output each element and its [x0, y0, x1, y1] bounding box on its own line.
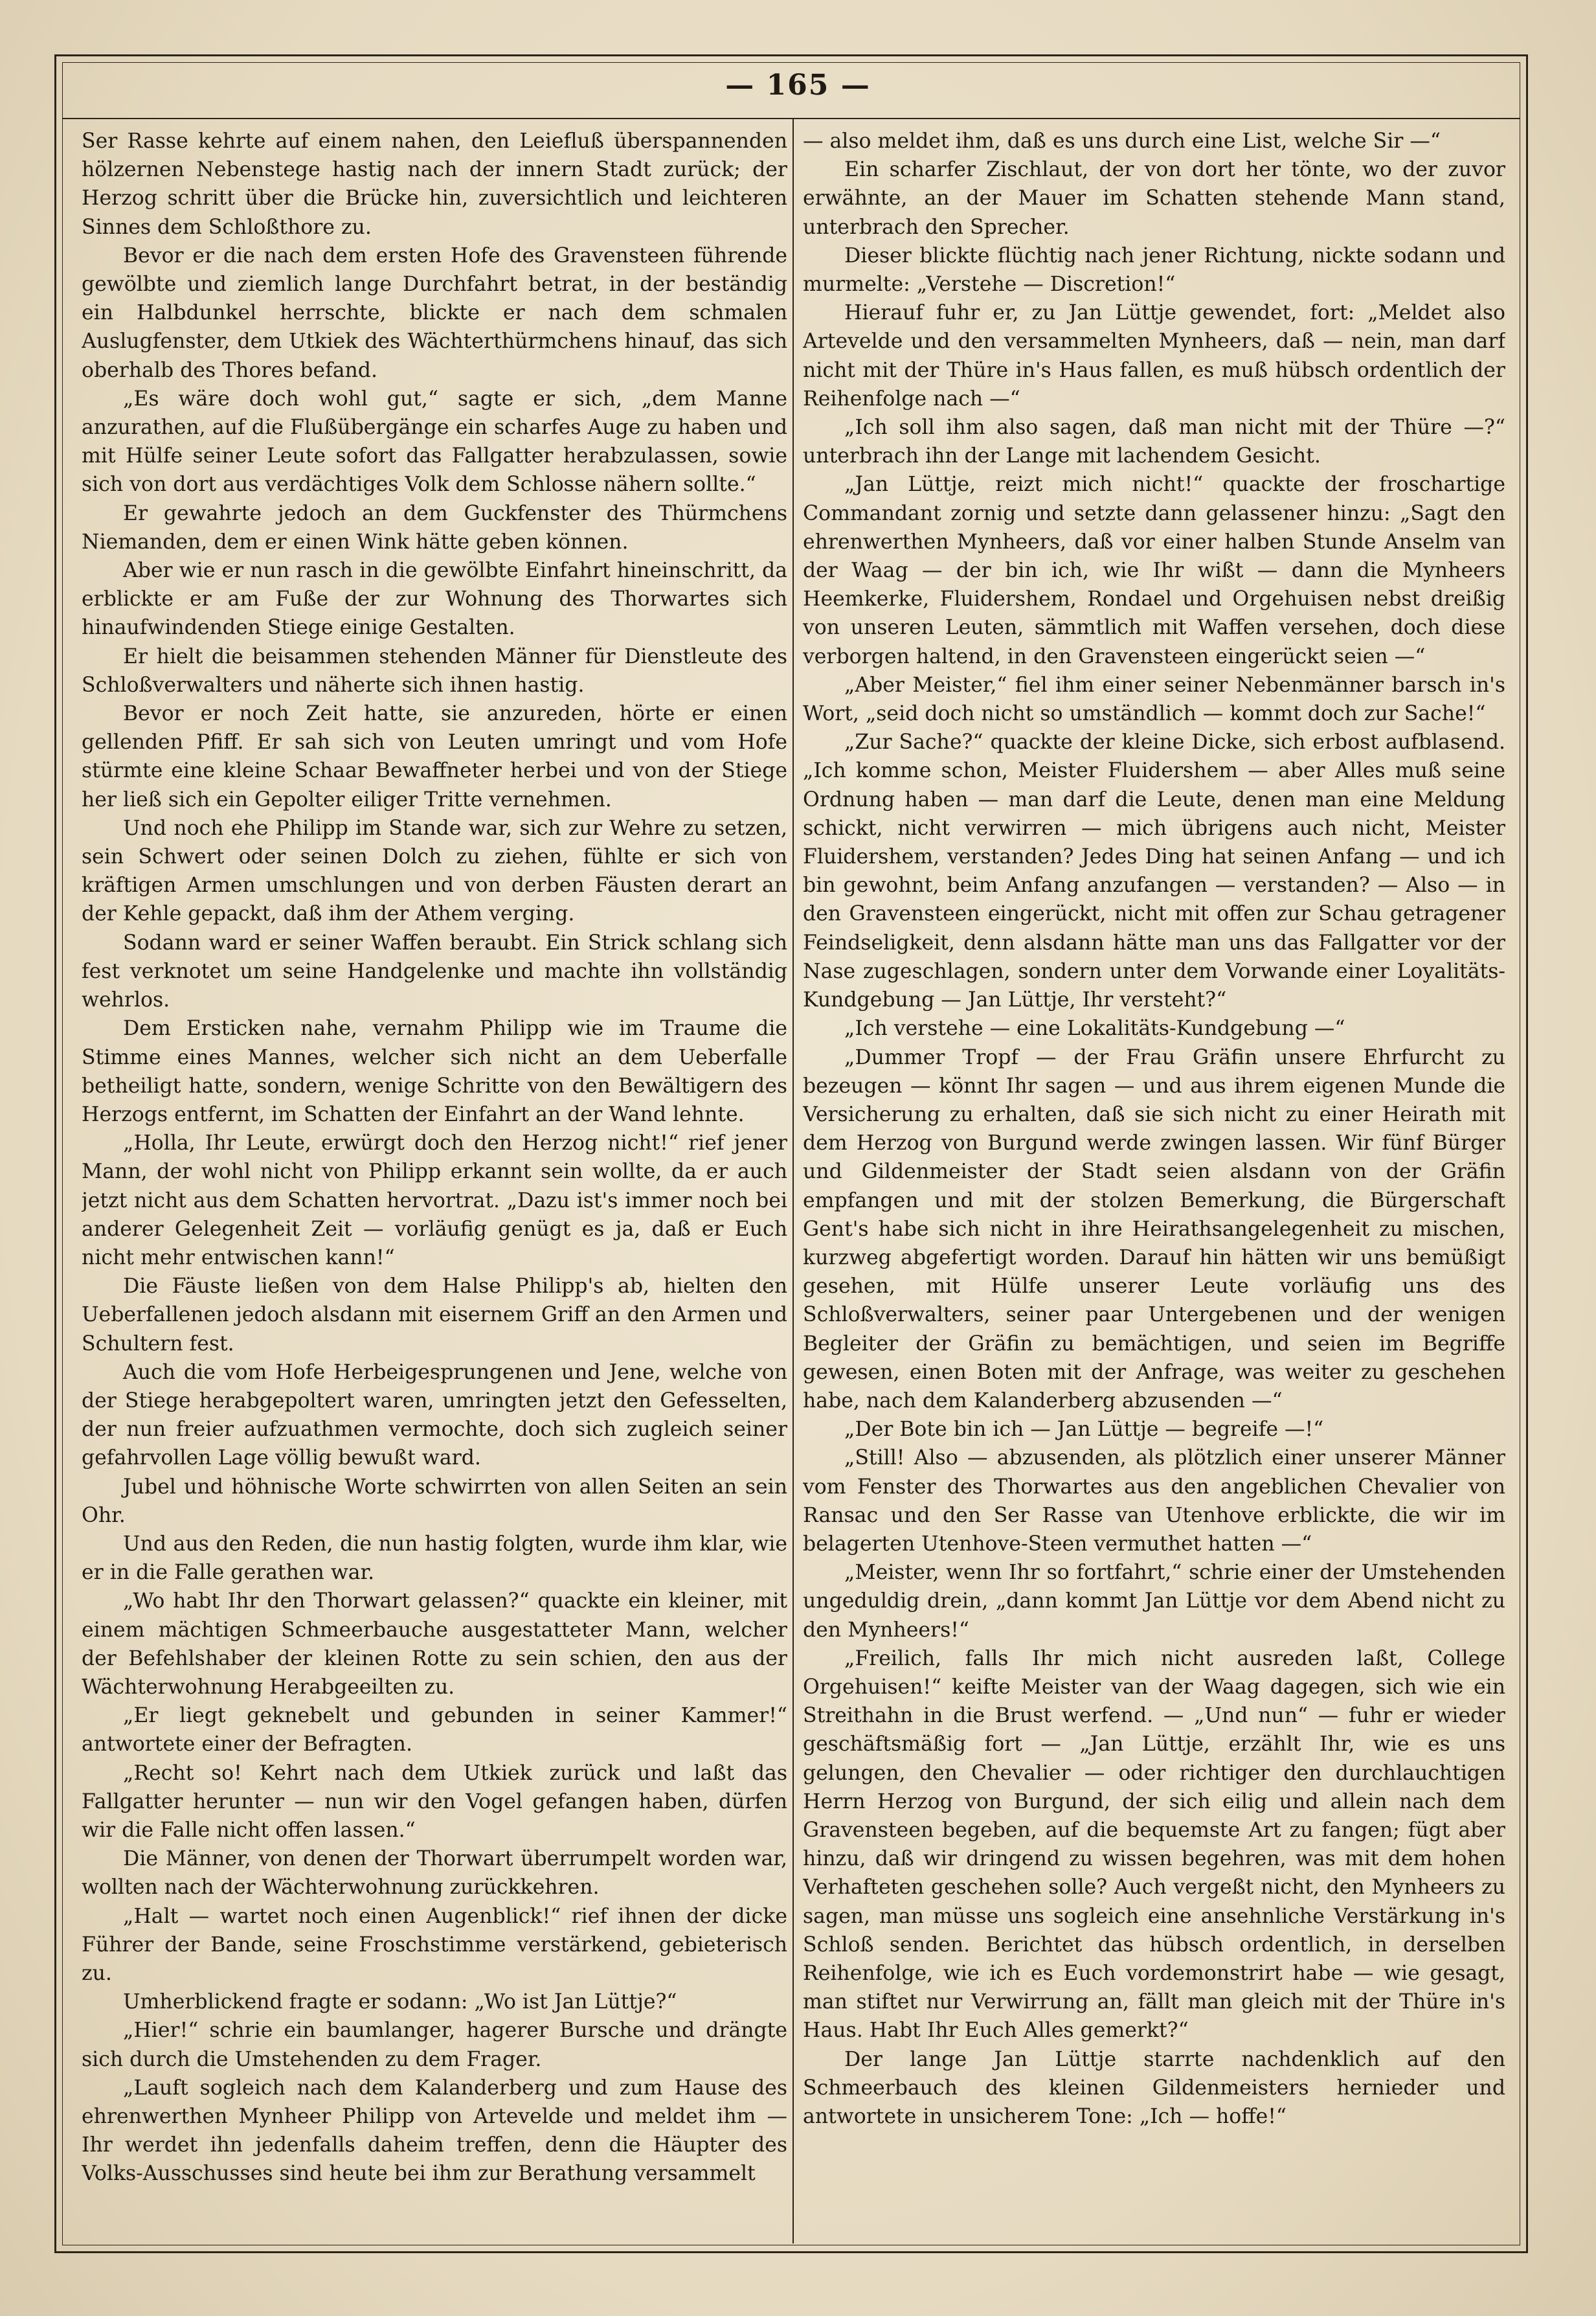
column-divider [792, 119, 794, 2243]
paragraph: „Halt — wartet noch einen Augenblick!“ rief ihnen der dicke Führer der Bande, seine Froschstimme verstärkend, gebieterisch zu. [82, 1904, 787, 1985]
paragraph: „Ich verstehe — eine Lokalitäts-Kundgebung —“ [844, 1017, 1345, 1041]
left-column [82, 127, 787, 2245]
paragraph: Die Männer, von denen der Thorwart überrumpelt worden war, wollten nach der Wächterwohnung zurückkehren. [82, 1847, 787, 1900]
paragraph: „Es wäre doch wohl gut,“ sagte er sich, „dem Manne anzurathen, auf die Flußübergänge ein scharfes Auge zu haben und mit Hülfe seiner Leute sofort das Fallgatter herabzulassen, sowie sich von dort aus verdächtiges Volk dem Schlosse nähern sollte.“ [82, 387, 787, 497]
paragraph: Jubel und höhnische Worte schwirrten von allen Seiten an sein Ohr. [82, 1475, 787, 1527]
paragraph: „Holla, Ihr Leute, erwürgt doch den Herzog nicht!“ rief jener Mann, der wohl nicht von Philipp erkannt sein wollte, da er auch jetzt nicht aus dem Schatten hervortrat. „Dazu ist's immer noch bei anderer Gelegenheit Zeit — vorläufig genügt es ja, daß er Euch nicht mehr entwischen kann!“ [82, 1131, 787, 1269]
paragraph: „Er liegt geknebelt und gebunden in seiner Kammer!“ antwortete einer der Befragten. [82, 1704, 787, 1756]
paragraph: Sodann ward er seiner Waffen beraubt. Ein Strick schlang sich fest verknotet um seine Handgelenke und machte ihn vollständig wehrlos. [82, 931, 787, 1012]
paragraph: „Still! Also — abzusenden, als plötzlich einer unserer Männer vom Fenster des Thorwartes aus den angeblichen Chevalier von Ransac und den Ser Rasse van Utenhove erblickte, die wir im belagerten Utenhove-Steen vermuthet hatten —“ [803, 1446, 1505, 1556]
paragraph: „Freilich, falls Ihr mich nicht ausreden laßt, College Orgehuisen!“ keifte Meister van der Waag dagegen, sich wie ein Streithahn in die Brust werfend. — „Und nun“ — fuhr er wieder geschäftsmäßig fort — „Jan Lüttje, erzählt Ihr, wie es uns gelungen, den Chevalier — oder richtiger den durchlauchtigen Herrn Herzog von Burgund, der sich eilig und allein nach dem Gravensteen begeben, auf die bequemste Art zu fangen; fügt aber hinzu, daß wir dringend zu wissen begehren, was mit dem hohen Verhafteten geschehen solle? Auch vergeßt nicht, den Mynheers zu sagen, man müsse uns sogleich eine ansehnliche Verstärkung in's Schloß senden. Berichtet das hübsch ordentlich, in derselben Reihenfolge, wie ich es Euch vordemonstrirt habe — wie gesagt, man stiftet nur Verwirrung an, fällt man gleich mit der Thüre in's Haus. Habt Ihr Euch Alles gemerkt?“ [803, 1646, 1505, 2043]
paragraph: Ein scharfer Zischlaut, der von dort her tönte, wo der zuvor erwähnte, an der Mauer im Schatten stehende Mann stand, unterbrach den Sprecher. [803, 158, 1505, 239]
paragraph: Dem Ersticken nahe, vernahm Philipp wie im Traume die Stimme eines Mannes, welcher sich nicht an dem Ueberfalle betheiligt hatte, sondern, wenige Schritte von den Bewältigern des Herzogs entfernt, im Schatten der Einfahrt an der Wand lehnte. [82, 1017, 787, 1126]
paragraph: Bevor er noch Zeit hatte, sie anzureden, hörte er einen gellenden Pfiff. Er sah sich von Leuten umringt und vom Hofe stürmte eine kleine Schaar Bewaffneter herbei und von der Stiege her ließ sich ein Gepolter eiliger Tritte vernehmen. [82, 702, 787, 812]
paragraph: Bevor er die nach dem ersten Hofe des Gravensteen führende gewölbte und ziemlich lange Durchfahrt betrat, in der beständig ein Halbdunkel herrschte, blickte er nach dem schmalen Auslugfenster, dem Utkiek des Wächterthürmchens hinauf, das sich oberhalb des Thores befand. [82, 244, 787, 382]
paragraph: „Aber Meister,“ fiel ihm einer seiner Nebenmänner barsch in's Wort, „seid doch nicht so umständlich — kommt doch zur Sache!“ [803, 673, 1505, 726]
right-column [803, 127, 1505, 2245]
paragraph: Hierauf fuhr er, zu Jan Lüttje gewendet, fort: „Meldet also Artevelde und den versammelten Mynheers, daß — nein, man darf nicht mit der Thüre in's Haus fallen, es muß hübsch ordentlich der Reihenfolge nach —“ [803, 301, 1505, 411]
paragraph: Ser Rasse kehrte auf einem nahen, den Leiefluß überspannenden hölzernen Nebenstege hastig nach der innern Stadt zurück; der Herzog schritt über die Brücke hin, zuversichtlich und leichteren Sinnes dem Schloßthore zu. [82, 130, 787, 239]
paragraph: Dieser blickte flüchtig nach jener Richtung, nickte sodann und murmelte: „Verstehe — Discretion!“ [803, 244, 1505, 297]
paragraph: „Wo habt Ihr den Thorwart gelassen?“ quackte ein kleiner, mit einem mächtigen Schmeerbauche ausgestatteter Mann, welcher der Befehlshaber der kleinen Rotte zu sein schien, den aus der Wächterwohnung Herabgeeilten zu. [82, 1589, 787, 1699]
paragraph: Auch die vom Hofe Herbeigesprungenen und Jene, welche von der Stiege herabgepoltert waren, umringten jetzt den Gefesselten, der nun freier aufzuathmen vermochte, doch sich zugleich seiner gefahrvollen Lage völlig bewußt ward. [82, 1360, 787, 1470]
paragraph: „Jan Lüttje, reizt mich nicht!“ quackte der froschartige Commandant zornig und setzte dann gelassener hinzu: „Sagt den ehrenwerthen Mynheers, daß vor einer halben Stunde Anselm van der Waag — der bin ich, wie Ihr wißt — dann die Mynheers Heemkerke, Fluidershem, Rondael und Orgehuisen nebst dreißig von unseren Leuten, sämmtlich mit Waffen versehen, doch diese verborgen haltend, in den Gravensteen eingerückt seien —“ [803, 473, 1505, 668]
paragraph: Und aus den Reden, die nun hastig folgten, wurde ihm klar, wie er in die Falle gerathen war. [82, 1532, 787, 1585]
paragraph: Er gewahrte jedoch an dem Guckfenster des Thürmchens Niemanden, dem er einen Wink hätte geben können. [82, 501, 787, 554]
paragraph: „Der Bote bin ich — Jan Lüttje — begreife —!“ [844, 1418, 1324, 1442]
paragraph: „Hier!“ schrie ein baumlanger, hagerer Bursche und drängte sich durch die Umstehenden zu dem Frager. [82, 2019, 787, 2071]
paragraph: „Dummer Tropf — der Frau Gräfin unsere Ehrfurcht zu bezeugen — könnt Ihr sagen — und aus ihrem eigenen Munde die Versicherung zu erhalten, daß sie sich nicht zu einer Heirath mit dem Herzog von Burgund werde zwingen lassen. Wir fünf Bürger und Gildenmeister der Stadt seien alsdann von der Gräfin empfangen und mit der stolzen Bemerkung, die Bürgerschaft Gent's habe sich nicht in ihre Heirathsangelegenheit zu mischen, kurzweg abgefertigt worden. Darauf hin hätten wir uns bemüßigt gesehen, mit Hülfe unserer Leute vorläufig uns des Schloßverwalters, seiner paar Untergebenen und der wenigen Begleiter der Gräfin zu bemächtigen, und seien im Begriffe gewesen, einen Boten mit der Anfrage, was weiter zu geschehen habe, nach dem Kalanderberg abzusenden —“ [803, 1045, 1505, 1413]
paragraph: Er hielt die beisammen stehenden Männer für Dienstleute des Schloßverwalters und näherte sich ihnen hastig. [82, 644, 787, 697]
paragraph: Die Fäuste ließen von dem Halse Philipp's ab, hielten den Ueberfallenen jedoch alsdann mit eisernem Griff an den Armen und Schultern fest. [82, 1275, 787, 1356]
paragraph: Und noch ehe Philipp im Stande war, sich zur Wehre zu setzen, sein Schwert oder seinen Dolch zu ziehen, fühlte er sich von kräftigen Armen umschlungen und von derben Fäusten derart an der Kehle gepackt, daß ihm der Athem verging. [82, 816, 787, 926]
paragraph: Aber wie er nun rasch in die gewölbte Einfahrt hineinschritt, da erblickte er am Fuße der zur Wohnung des Thorwartes sich hinaufwindenden Stiege einige Gestalten. [82, 559, 787, 640]
paragraph: Der lange Jan Lüttje starrte nachdenklich auf den Schmeerbauch des kleinen Gildenmeisters hernieder und antwortete in unsicherem Tone: „Ich — hoffe!“ [803, 2047, 1505, 2129]
paragraph: „Ich soll ihm also sagen, daß man nicht mit der Thüre —?“ unterbrach ihn der Lange mit lachendem Gesicht. [803, 416, 1505, 468]
paragraph: „Meister, wenn Ihr so fortfahrt,“ schrie einer der Umstehenden ungeduldig drein, „dann kommt Jan Lüttje vor dem Abend nicht zu den Mynheers!“ [803, 1561, 1505, 1642]
paragraph: — also meldet ihm, daß es uns durch eine List, welche Sir —“ [803, 130, 1441, 153]
header-rule [62, 118, 1520, 119]
paragraph: „Zur Sache?“ quackte der kleine Dicke, sich erbost aufblasend. „Ich komme schon, Meister Fluidershem — aber Alles muß seine Ordnung haben — man darf die Leute, denen man eine Meldung schickt, nicht verwirren — mich übrigens auch nicht, Meister Fluidershem, verstanden? Jedes Ding hat seinen Anfang — und ich bin gewohnt, beim Anfang anzufangen — verstanden? — Also — in den Gravensteen eingerückt, nicht mit offen zur Schau getragener Feindseligkeit, denn alsdann hätte man uns das Fallgatter vor der Nase zugeschlagen, sondern unter dem Vorwande einer Loyalitäts-Kundgebung — Jan Lüttje, Ihr versteht?“ [803, 731, 1505, 1012]
paragraph: „Recht so! Kehrt nach dem Utkiek zurück und laßt das Fallgatter herunter — nun wir den Vogel gefangen haben, dürfen wir die Falle nicht offen lassen.“ [82, 1761, 787, 1842]
paragraph: „Lauft sogleich nach dem Kalanderberg und zum Hause des ehrenwerthen Mynheer Philipp von Artevelde und meldet ihm — Ihr werdet ihn jedenfalls daheim treffen, denn die Häupter des Volks-Ausschusses sind heute bei ihm zur Berathung versammelt [82, 2076, 787, 2186]
paragraph: Umherblickend fragte er sodann: „Wo ist Jan Lüttje?“ [123, 1990, 677, 2014]
page-number: — 165 — [725, 69, 871, 102]
